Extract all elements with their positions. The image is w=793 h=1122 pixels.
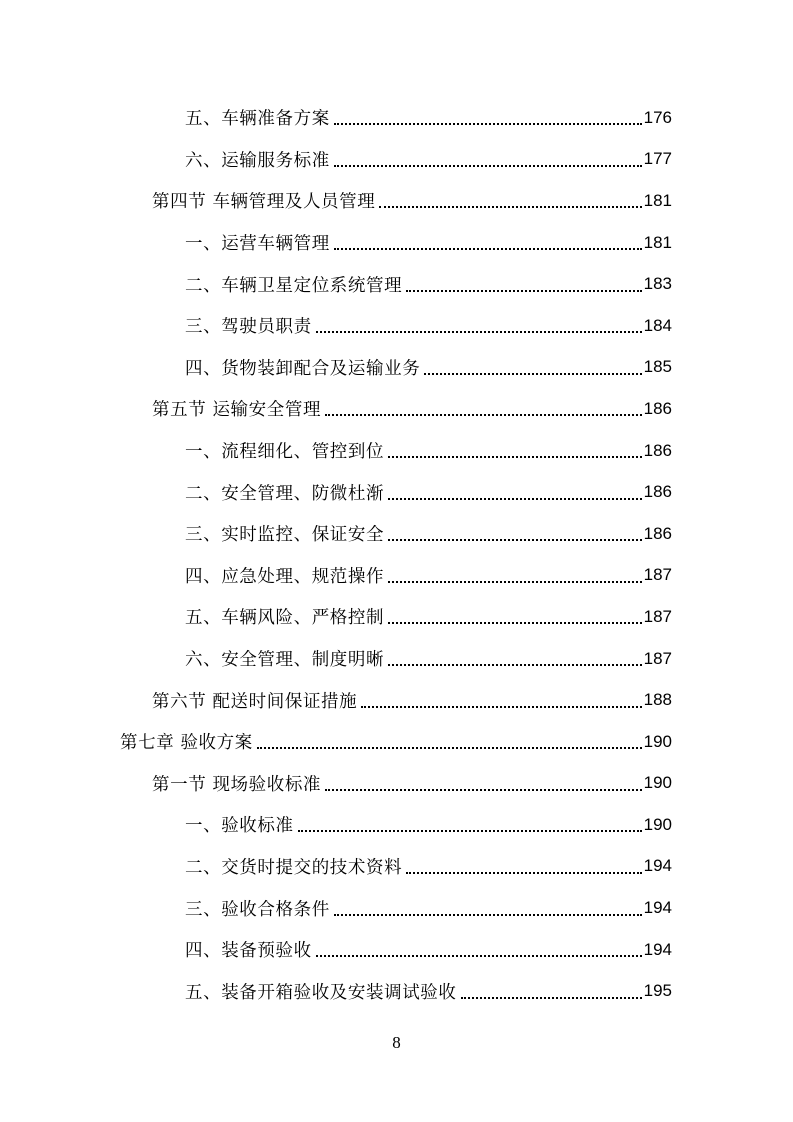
toc-dot-leader [424,372,641,375]
toc-dot-leader [361,705,641,708]
toc-entry[interactable] [0,763,793,805]
toc-entry-page-number: 187 [643,565,672,585]
toc-entry-title: 四、货物装卸配合及运输业务 [185,358,421,379]
toc-entry[interactable] [0,305,793,347]
toc-entry-page-number: 181 [643,232,672,252]
toc-dot-leader [316,330,642,333]
table-of-contents [0,97,793,1012]
toc-entry-title: 二、交货时提交的技术资料 [185,857,403,878]
toc-dot-leader [388,455,642,458]
toc-entry[interactable] [0,222,793,264]
toc-entry-title: 二、安全管理、防微杜渐 [185,483,385,504]
toc-entry[interactable] [0,347,793,389]
toc-dot-leader [388,497,642,500]
toc-entry-page-number: 190 [643,814,672,834]
toc-entry[interactable] [0,180,793,222]
toc-entry-title: 二、车辆卫星定位系统管理 [185,275,403,296]
toc-entry-page-number: 194 [643,939,672,959]
toc-entry-page-number: 176 [643,107,672,127]
toc-entry-page-number: 186 [643,482,672,502]
toc-entry-page-number: 181 [643,190,672,210]
toc-dot-leader [388,621,642,624]
toc-entry-page-number: 186 [643,398,672,418]
toc-entry[interactable] [0,804,793,846]
toc-entry[interactable] [0,430,793,472]
toc-entry-title: 一、流程细化、管控到位 [185,442,385,463]
toc-entry-title: 三、实时监控、保证安全 [185,525,385,546]
toc-entry-page-number: 190 [643,731,672,751]
toc-entry[interactable] [0,887,793,929]
toc-dot-leader [334,247,642,250]
toc-entry[interactable] [0,263,793,305]
toc-entry-page-number: 184 [643,315,672,335]
toc-entry[interactable] [0,513,793,555]
toc-entry[interactable] [0,679,793,721]
toc-entry[interactable] [0,555,793,597]
toc-dot-leader [388,663,642,666]
toc-dot-leader [325,788,642,791]
toc-dot-leader [257,746,642,749]
toc-entry-title: 一、运营车辆管理 [185,234,330,255]
toc-entry[interactable] [0,471,793,513]
toc-entry-page-number: 194 [643,856,672,876]
toc-entry-title: 第一节 现场验收标准 [152,774,322,795]
toc-entry[interactable] [0,970,793,1012]
toc-entry[interactable] [0,929,793,971]
toc-entry[interactable] [0,388,793,430]
toc-dot-leader [334,913,642,916]
toc-dot-leader [379,205,641,208]
toc-entry-page-number: 177 [643,149,672,169]
toc-entry-page-number: 187 [643,606,672,626]
toc-entry[interactable] [0,596,793,638]
toc-dot-leader [334,164,642,167]
toc-entry-title: 六、安全管理、制度明晰 [185,650,385,671]
toc-entry-page-number: 188 [643,690,672,710]
toc-dot-leader [316,954,642,957]
toc-entry-page-number: 186 [643,440,672,460]
toc-entry-title: 四、装备预验收 [185,941,312,962]
toc-entry[interactable] [0,846,793,888]
toc-entry[interactable] [0,721,793,763]
toc-dot-leader [334,122,642,125]
toc-entry-title: 三、验收合格条件 [185,899,330,920]
toc-entry-page-number: 186 [643,523,672,543]
toc-dot-leader [298,829,642,832]
toc-entry-title: 一、验收标准 [185,816,294,837]
toc-entry-page-number: 187 [643,648,672,668]
toc-dot-leader [461,996,642,999]
toc-entry[interactable] [0,139,793,181]
toc-entry-title: 三、驾驶员职责 [185,317,312,338]
toc-entry-title: 五、装备开箱验收及安装调试验收 [185,982,457,1003]
toc-entry[interactable] [0,97,793,139]
toc-dot-leader [388,580,642,583]
toc-entry-page-number: 195 [643,981,672,1001]
toc-entry-title: 四、应急处理、规范操作 [185,566,385,587]
toc-entry-title: 第七章 验收方案 [120,733,253,754]
toc-entry-page-number: 185 [643,357,672,377]
toc-entry-page-number: 194 [643,898,672,918]
toc-dot-leader [388,538,642,541]
toc-entry-title: 六、运输服务标准 [185,150,330,171]
toc-entry-page-number: 183 [643,274,672,294]
toc-dot-leader [325,413,642,416]
toc-entry[interactable] [0,638,793,680]
toc-entry-page-number: 190 [643,773,672,793]
toc-dot-leader [406,871,641,874]
toc-entry-title: 五、车辆准备方案 [185,109,330,130]
toc-entry-title: 五、车辆风险、严格控制 [185,608,385,629]
page-number: 8 [392,1033,401,1052]
toc-entry-title: 第四节 车辆管理及人员管理 [152,192,376,213]
toc-entry-title: 第五节 运输安全管理 [152,400,322,421]
toc-dot-leader [406,289,641,292]
toc-entry-title: 第六节 配送时间保证措施 [152,691,358,712]
